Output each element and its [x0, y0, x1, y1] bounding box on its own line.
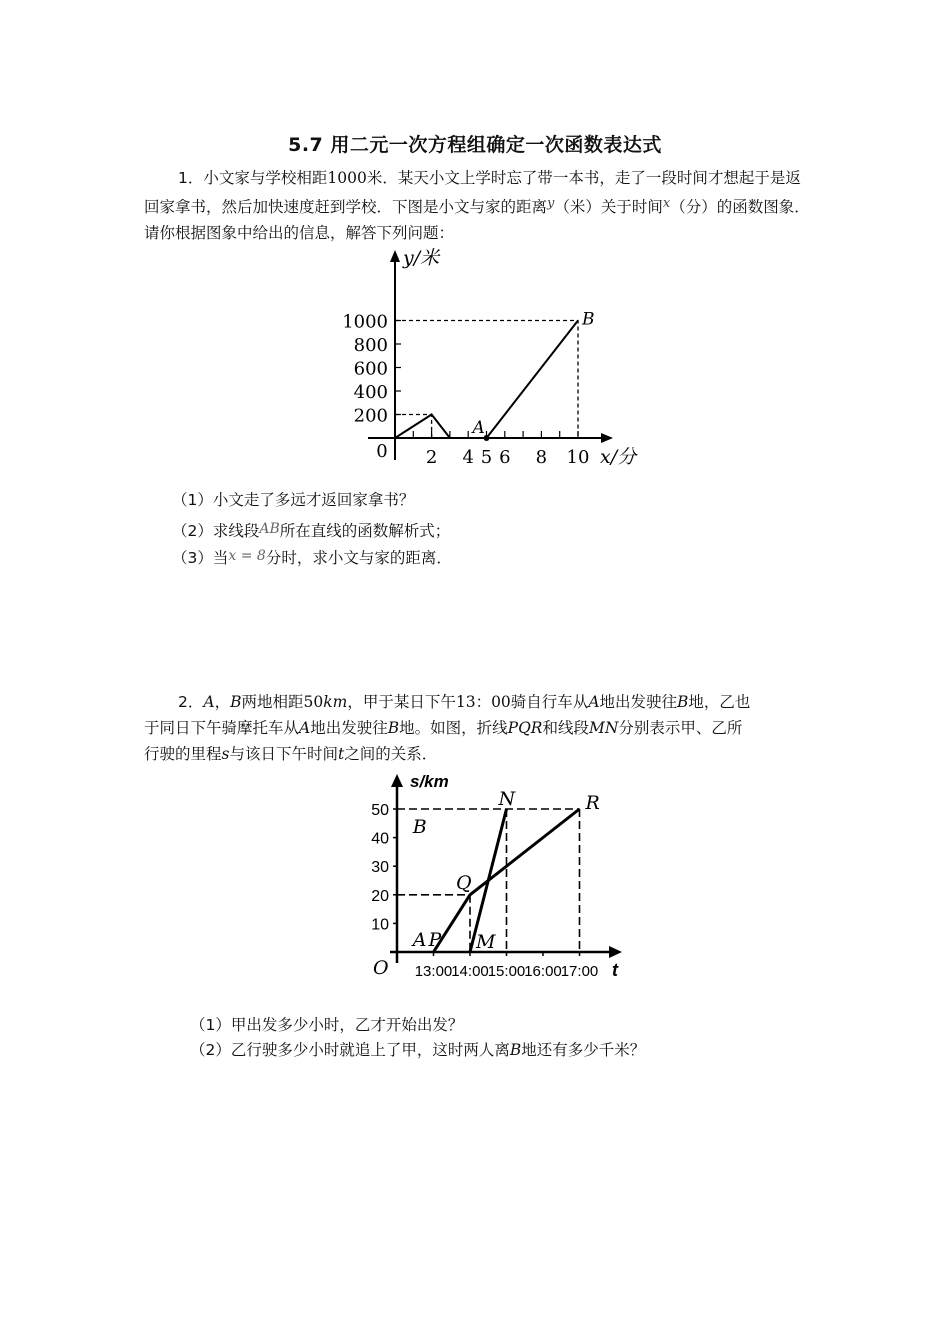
- y-axis-arrow: [390, 250, 400, 262]
- point-label-p: P: [428, 929, 442, 951]
- y-tick-label: 10: [371, 916, 389, 934]
- page-title: 5.7 用二元一次方程组确定一次函数表达式: [288, 134, 662, 156]
- y-tick-label: 30: [371, 859, 389, 877]
- origin-label: 0: [376, 441, 388, 462]
- problem-1-question-2: （2）求线段AB所在直线的函数解析式；: [172, 521, 451, 540]
- y-axis-label: y/米: [403, 247, 440, 269]
- problem-2-question-2: （2）乙行驶多少小时就追上了甲，这时两人离B地还有多少千米？: [190, 1041, 646, 1059]
- y-tick-label: 20: [371, 887, 389, 905]
- problem-2-text: [144, 689, 810, 767]
- point-label-b: B: [412, 816, 427, 838]
- problem-1-number: 1．: [178, 169, 204, 187]
- x-tick-label: 13:00: [414, 963, 453, 980]
- problem-2-line-2: 于同日下午骑摩托车从A地出发驶往B地。如图，折线PQR和线段MN分别表示甲、乙所: [144, 719, 743, 737]
- x-axis-label: t: [612, 960, 618, 980]
- x-tick-label: 4: [462, 447, 474, 468]
- x-tick-label: 16:00: [524, 963, 562, 980]
- x-axis-arrow: [609, 946, 622, 958]
- x-axis-arrow: [601, 433, 613, 443]
- point-label-q: Q: [456, 871, 472, 894]
- x-tick-label: 14:00: [451, 963, 489, 980]
- point-label-a: A: [472, 418, 485, 438]
- chart-distance-time: [330, 240, 650, 475]
- x-tick-label: 2: [425, 447, 438, 468]
- problem-2-question-1: （1）甲出发多少小时，乙才开始出发？: [190, 1016, 464, 1034]
- point-label-n: N: [498, 788, 516, 810]
- y-tick-label: 800: [353, 335, 388, 356]
- problem-2-line-1: 2．A，B两地相距50km，甲于某日下午13：00骑自行车从A地出发驶往B地，乙也: [178, 693, 751, 711]
- origin-label: O: [373, 957, 389, 979]
- y-tick-label: 600: [353, 358, 388, 380]
- x-axis-label: x/分: [600, 446, 637, 468]
- x-tick-label: 6: [499, 447, 511, 468]
- point-label-r: R: [585, 792, 600, 814]
- y-axis-label: s/km: [410, 772, 449, 791]
- x-tick-label: 15:00: [487, 963, 526, 980]
- y-tick-label: 400: [353, 382, 388, 403]
- problem-2-line-3: 行驶的里程s与该日下午时间t之间的关系．: [144, 745, 438, 763]
- point-label-b: B: [582, 309, 595, 330]
- y-tick-label: 40: [371, 830, 389, 848]
- y-tick-label: 200: [353, 405, 388, 427]
- y-tick-label: 50: [371, 802, 389, 819]
- y-tick-label: 1000: [342, 311, 388, 333]
- problem-1-question-1: （1）小文走了多远才返回家拿书？: [172, 491, 415, 509]
- point-label-m: M: [476, 931, 496, 953]
- x-tick-label: 17:00: [560, 963, 599, 980]
- x-tick-label: 5: [480, 447, 493, 468]
- series-line: [395, 321, 578, 439]
- problem-1-question-3: （3）当x = 8分时，求小文与家的距离．: [172, 548, 452, 567]
- chart-mileage-time: [360, 768, 640, 988]
- x-tick-label: 8: [535, 447, 548, 468]
- x-tick-label: 10: [566, 447, 590, 468]
- problem-1-text: 1．小文家与学校相距1000米．某天小文上学时忘了带一本书，走了一段时间才想起于是返回家拿书，然后加快速度赶到学校．下图是小文与家的距离$^y$（米）关于时间$^x$（分）的函数图象．请你根据图象中给出的信息，解答下列问题：: [144, 169, 810, 242]
- y-axis-arrow: [391, 774, 403, 787]
- point-label-a: A: [412, 929, 427, 951]
